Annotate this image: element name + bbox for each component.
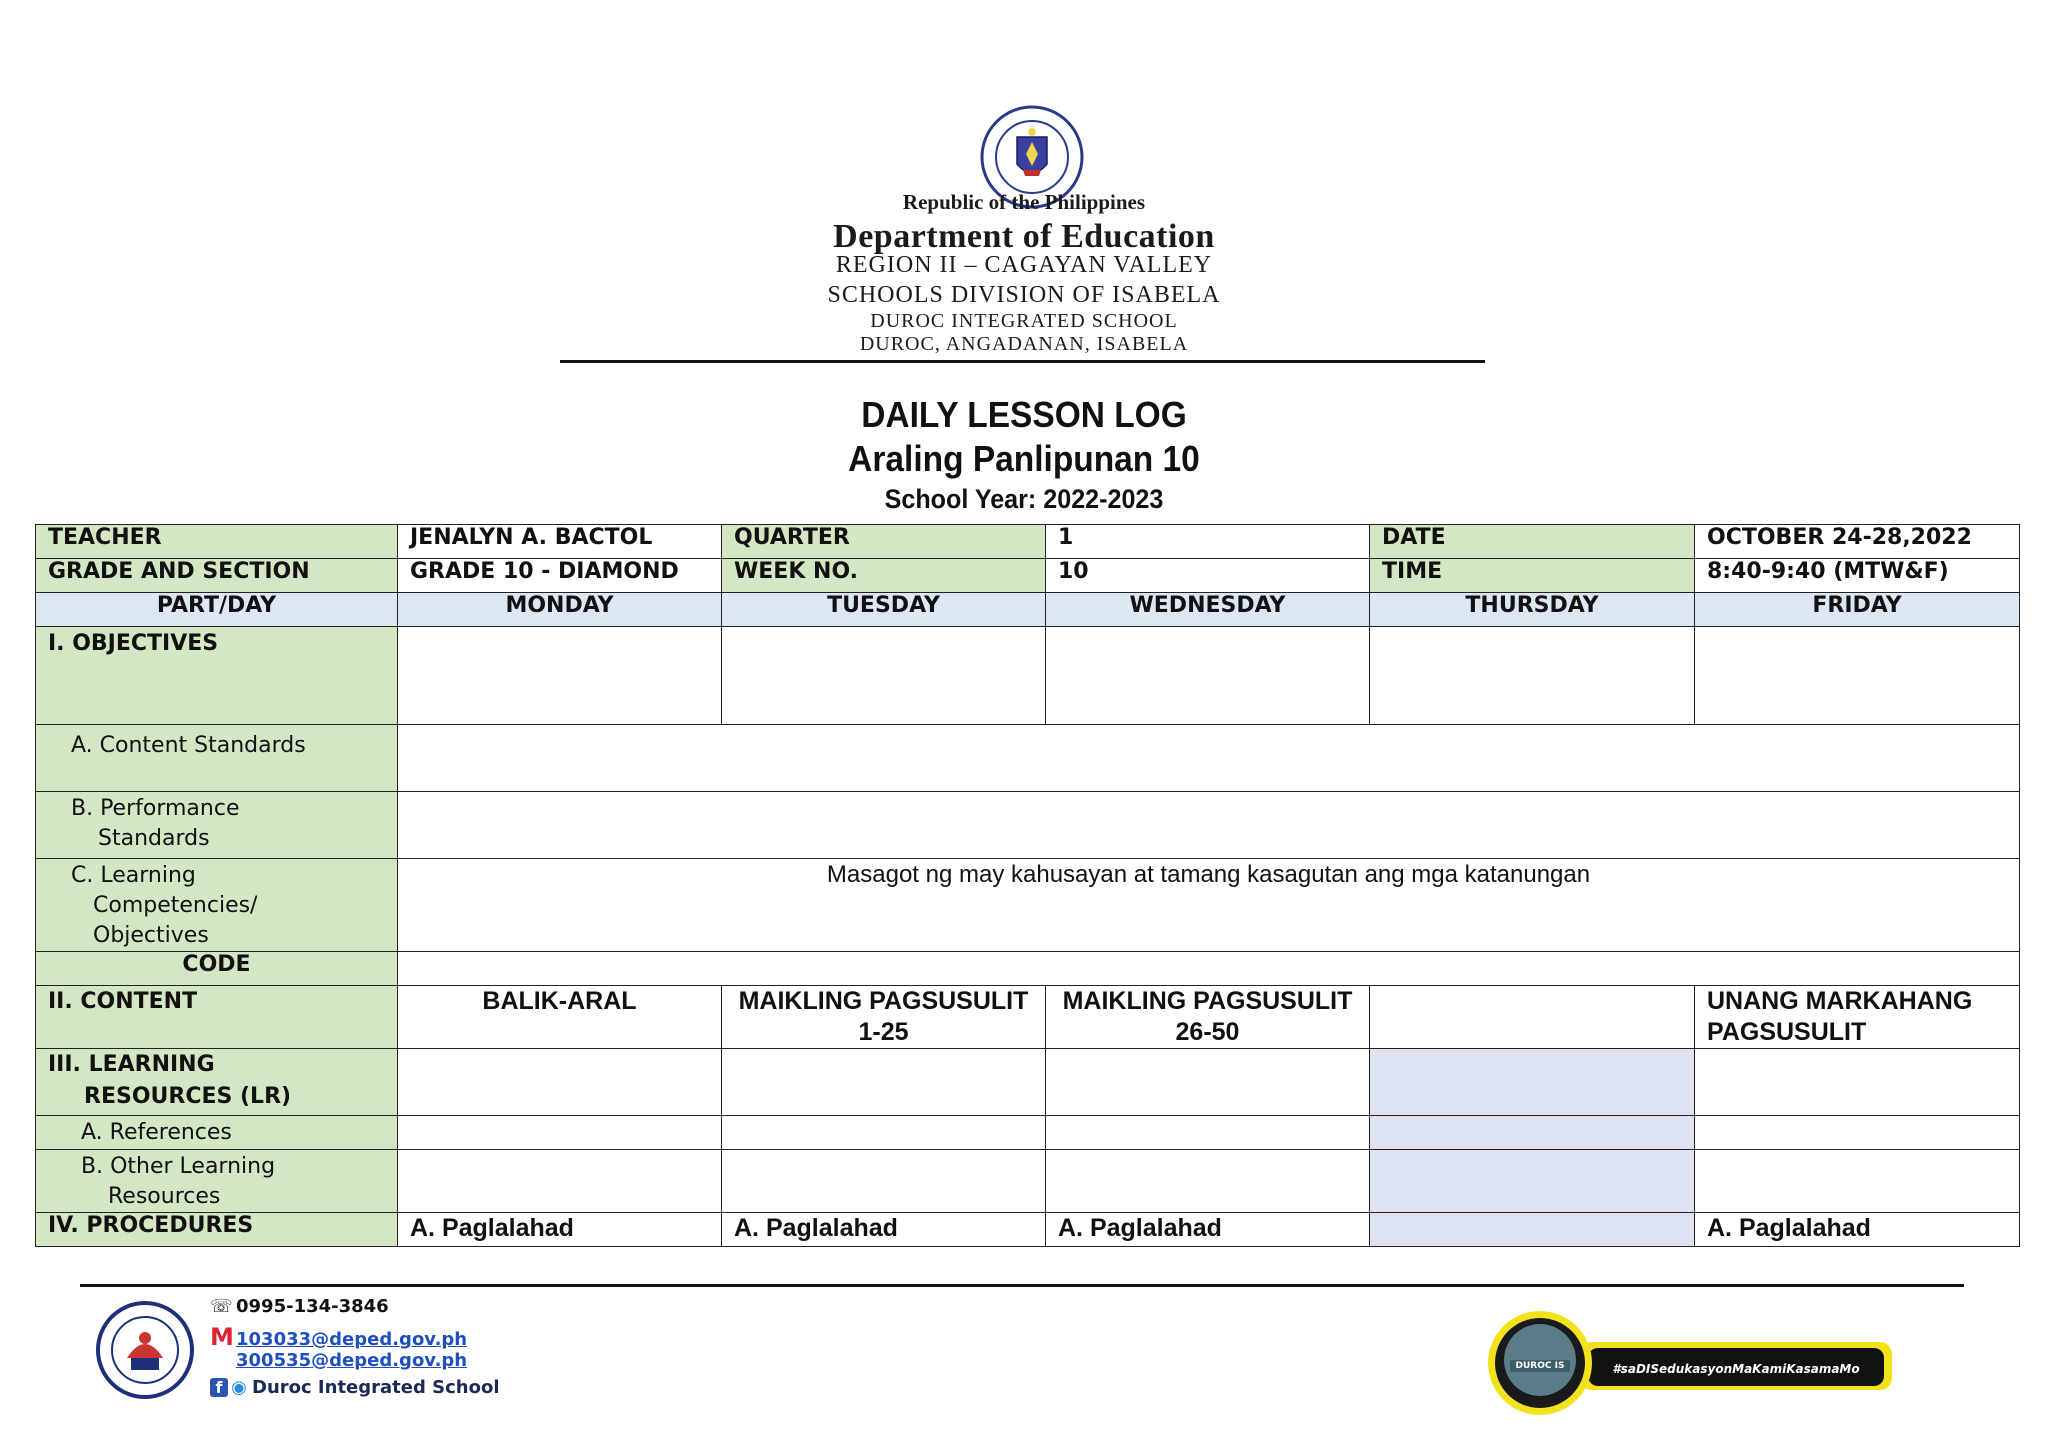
week-label: WEEK NO. xyxy=(722,559,1046,593)
division-line: SCHOOLS DIVISION OF ISABELA xyxy=(827,282,1221,308)
content-tuesday xyxy=(722,986,1046,1049)
other-friday xyxy=(1695,1150,2020,1213)
procedures-thursday xyxy=(1370,1213,1695,1247)
performance-label-line1: B. Performance xyxy=(71,796,240,821)
messenger-icon: ◉ xyxy=(231,1377,247,1398)
region-line: REGION II – CAGAYAN VALLEY xyxy=(835,252,1213,278)
objectives-row xyxy=(36,627,2020,725)
procedures-wednesday: A. Paglalahad xyxy=(1046,1213,1370,1247)
content-wednesday xyxy=(1046,986,1370,1049)
thursday-header: THURSDAY xyxy=(1370,593,1695,627)
procedures-friday: A. Paglalahad xyxy=(1695,1213,2020,1247)
other-resources-row xyxy=(36,1150,2020,1213)
grade-section-label: GRADE AND SECTION xyxy=(36,559,398,593)
content-standards-row xyxy=(36,725,2020,792)
references-wednesday xyxy=(1046,1116,1370,1150)
day-header-row xyxy=(36,593,2020,627)
teacher-label: TEACHER xyxy=(36,525,398,559)
content-monday: BALIK-ARAL xyxy=(398,986,722,1049)
learning-competencies-row xyxy=(36,859,2020,952)
lr-monday xyxy=(398,1049,722,1116)
lr-thursday xyxy=(1370,1049,1695,1116)
email-2[interactable]: 300535@deped.gov.ph xyxy=(236,1350,468,1371)
email-contact-2[interactable] xyxy=(210,1350,467,1371)
other-monday xyxy=(398,1150,722,1213)
performance-standards-value xyxy=(398,792,2020,859)
code-label: CODE xyxy=(36,952,398,986)
content-friday-line1: UNANG MARKAHANG xyxy=(1707,987,1973,1015)
content-friday xyxy=(1695,986,2020,1049)
school-year: School Year: 2022-2023 xyxy=(884,484,1164,514)
time-label: TIME xyxy=(1370,559,1695,593)
objectives-label: I. OBJECTIVES xyxy=(36,627,398,725)
content-thursday xyxy=(1370,986,1695,1049)
info-row-1 xyxy=(36,525,2020,559)
footer-divider xyxy=(80,1284,1964,1287)
teacher-value: JENALYN A. BACTOL xyxy=(398,525,722,559)
learning-label-line2: Competencies/ xyxy=(93,893,258,918)
other-resources-label xyxy=(36,1150,398,1213)
letterhead-divider xyxy=(560,360,1485,363)
subject-title: Araling Panlipunan 10 xyxy=(848,438,1200,479)
school-line: DUROC INTEGRATED SCHOOL xyxy=(870,310,1178,332)
lr-label-line2: RESOURCES (LR) xyxy=(84,1084,292,1109)
procedures-label: IV. PROCEDURES xyxy=(36,1213,398,1247)
facebook-icon: f xyxy=(210,1378,228,1397)
learning-label-line1: C. Learning xyxy=(71,863,196,888)
facebook-page-name[interactable]: Duroc Integrated School xyxy=(252,1377,500,1398)
week-value: 10 xyxy=(1046,559,1370,593)
references-thursday xyxy=(1370,1116,1695,1150)
email-1[interactable]: 103033@deped.gov.ph xyxy=(236,1329,468,1350)
procedures-row xyxy=(36,1213,2020,1247)
content-friday-line2: PAGSUSULIT xyxy=(1707,1018,1867,1046)
quarter-label: QUARTER xyxy=(722,525,1046,559)
content-standards-value xyxy=(398,725,2020,792)
quarter-value: 1 xyxy=(1046,525,1370,559)
lr-tuesday xyxy=(722,1049,1046,1116)
time-value: 8:40-9:40 (MTW&F) xyxy=(1695,559,2020,593)
badge-logo-text: DUROC IS xyxy=(1515,1361,1565,1371)
wednesday-header: WEDNESDAY xyxy=(1046,593,1370,627)
badge-hashtag: #saDISedukasyonMaKamiKasamaMo xyxy=(1612,1362,1860,1376)
references-monday xyxy=(398,1116,722,1150)
references-label: A. References xyxy=(36,1116,398,1150)
gmail-icon: M xyxy=(210,1323,234,1351)
lr-friday xyxy=(1695,1049,2020,1116)
references-friday xyxy=(1695,1116,2020,1150)
other-label-line1: B. Other Learning xyxy=(81,1154,276,1179)
objectives-tuesday xyxy=(722,627,1046,725)
grade-section-value: GRADE 10 - DIAMOND xyxy=(398,559,722,593)
monday-header: MONDAY xyxy=(398,593,722,627)
objectives-friday xyxy=(1695,627,2020,725)
procedures-tuesday: A. Paglalahad xyxy=(722,1213,1046,1247)
learning-competencies-label xyxy=(36,859,398,952)
content-tuesday-line2: 1-25 xyxy=(858,1018,909,1046)
email-contact-1[interactable] xyxy=(210,1323,467,1351)
other-thursday xyxy=(1370,1150,1695,1213)
learning-resources-row xyxy=(36,1049,2020,1116)
code-row xyxy=(36,952,2020,986)
tuesday-header: TUESDAY xyxy=(722,593,1046,627)
references-row xyxy=(36,1116,2020,1150)
other-label-line2: Resources xyxy=(108,1184,221,1209)
performance-label-line2: Standards xyxy=(98,826,210,851)
document-title: DAILY LESSON LOG xyxy=(861,394,1187,435)
content-row xyxy=(36,986,2020,1049)
info-row-2 xyxy=(36,559,2020,593)
references-tuesday xyxy=(722,1116,1046,1150)
address-line: DUROC, ANGADANAN, ISABELA xyxy=(859,333,1189,355)
facebook-contact[interactable] xyxy=(210,1377,499,1398)
content-standards-label: A. Content Standards xyxy=(36,725,398,792)
republic-line: Republic of the Philippines xyxy=(902,190,1146,214)
content-tuesday-line1: MAIKLING PAGSUSULIT xyxy=(738,987,1029,1015)
department-name: Department of Education xyxy=(833,218,1215,255)
content-label: II. CONTENT xyxy=(36,986,398,1049)
lr-label-line1: III. LEARNING xyxy=(48,1052,215,1077)
part-day-header: PART/DAY xyxy=(36,593,398,627)
lesson-log-table xyxy=(35,524,2020,1247)
objectives-monday xyxy=(398,627,722,725)
lr-wednesday xyxy=(1046,1049,1370,1116)
objectives-wednesday xyxy=(1046,627,1370,725)
learning-label-line3: Objectives xyxy=(93,923,209,948)
code-value xyxy=(398,952,2020,986)
performance-standards-label xyxy=(36,792,398,859)
phone-icon: ☏ xyxy=(210,1296,233,1317)
other-wednesday xyxy=(1046,1150,1370,1213)
friday-header: FRIDAY xyxy=(1695,593,2020,627)
content-wednesday-line1: MAIKLING PAGSUSULIT xyxy=(1062,987,1353,1015)
competency-text: Masagot ng may kahusayan at tamang kasagutan ang mga katanungan xyxy=(398,859,2020,952)
learning-resources-label xyxy=(36,1049,398,1116)
date-value: OCTOBER 24-28,2022 xyxy=(1695,525,2020,559)
other-tuesday xyxy=(722,1150,1046,1213)
hashtag-badge xyxy=(1480,1308,1910,1418)
objectives-thursday xyxy=(1370,627,1695,725)
date-label: DATE xyxy=(1370,525,1695,559)
phone-contact xyxy=(210,1296,389,1317)
performance-standards-row xyxy=(36,792,2020,859)
school-logo xyxy=(95,1300,195,1400)
procedures-monday: A. Paglalahad xyxy=(398,1213,722,1247)
phone-number: 0995-134-3846 xyxy=(236,1296,389,1317)
content-wednesday-line2: 26-50 xyxy=(1175,1018,1240,1046)
